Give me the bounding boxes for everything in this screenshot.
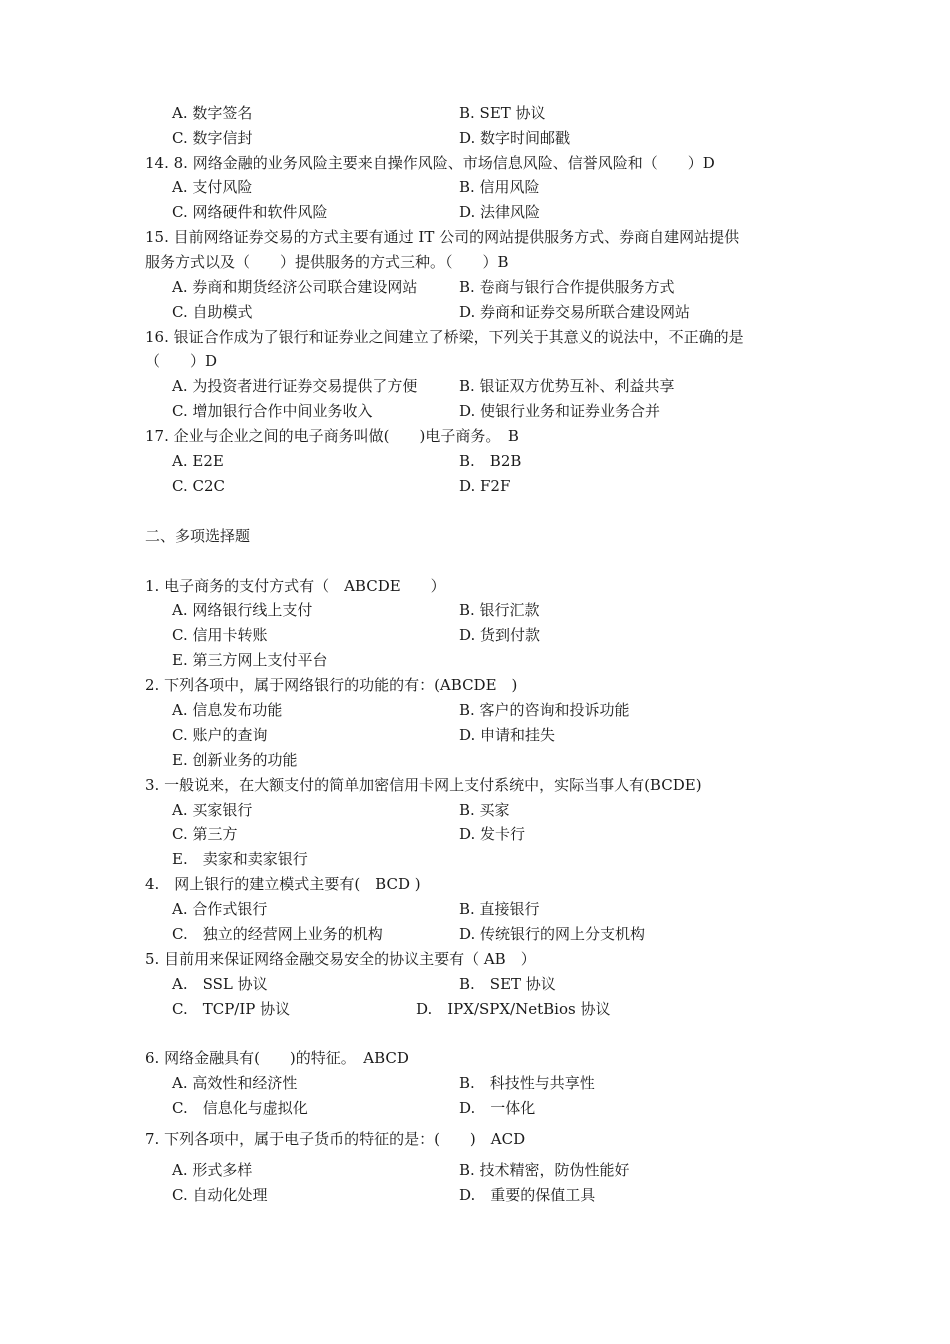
q15-option-a: A. 券商和期货经济公司联合建设网站 <box>172 278 418 296</box>
m3-option-b: B. 买家 <box>459 801 510 819</box>
m5-option-c: C. TCP/IP 协议 <box>172 1000 291 1018</box>
q15-option-d: D. 券商和证券交易所联合建设网站 <box>459 303 691 321</box>
m6-option-d: D. 一体化 <box>459 1099 536 1117</box>
m4-option-d: D. 传统银行的网上分支机构 <box>459 925 646 943</box>
m3-option-c: C. 第三方 <box>172 825 238 843</box>
m7-stem: 7. 下列各项中，属于电子货币的特征的是：( ) ACD <box>145 1130 526 1148</box>
q13-option-d: D. 数字时间邮戳 <box>459 129 571 147</box>
m7-option-a: A. 形式多样 <box>172 1161 253 1179</box>
m1-option-d: D. 货到付款 <box>459 626 541 644</box>
q13-option-c: C. 数字信封 <box>172 129 253 147</box>
m3-option-e: E. 卖家和卖家银行 <box>172 850 308 868</box>
q16-option-a: A. 为投资者进行证券交易提供了方便 <box>172 377 418 395</box>
m2-option-b: B. 客户的咨询和投诉功能 <box>459 701 630 719</box>
q17-option-d: D. F2F <box>459 477 511 495</box>
q14-option-a: A. 支付风险 <box>172 178 253 196</box>
m2-option-a: A. 信息发布功能 <box>172 701 283 719</box>
m2-option-c: C. 账户的查询 <box>172 726 268 744</box>
q15-option-b: B. 卷商与银行合作提供服务方式 <box>459 278 675 296</box>
m3-stem: 3. 一般说来，在大额支付的简单加密信用卡网上支付系统中，实际当事人有(BCDE) <box>145 776 702 794</box>
m5-option-b: B. SET 协议 <box>459 975 556 993</box>
m6-stem: 6. 网络金融具有( )的特征。 ABCD <box>145 1049 409 1067</box>
m3-option-d: D. 发卡行 <box>459 825 526 843</box>
m5-option-d: D. IPX/SPX/NetBios 协议 <box>416 1000 611 1018</box>
q14-option-d: D. 法律风险 <box>459 203 541 221</box>
q17-option-a: A. E2E <box>172 452 224 470</box>
m7-option-d: D. 重要的保值工具 <box>459 1186 596 1204</box>
m2-option-e: E. 创新业务的功能 <box>172 751 298 769</box>
q14-stem: 14. 8. 网络金融的业务风险主要来自操作风险、市场信息风险、信誉风险和（ ）D <box>145 154 715 172</box>
q15-stem-line2: 服务方式以及（ ）提供服务的方式三种。（ ）B <box>145 253 509 271</box>
m1-option-b: B. 银行汇款 <box>459 601 540 619</box>
m5-stem: 5. 目前用来保证网络金融交易安全的协议主要有（ AB ） <box>145 950 536 968</box>
m7-option-b: B. 技术精密，防伪性能好 <box>459 1161 630 1179</box>
q16-option-d: D. 使银行业务和证券业务合并 <box>459 402 661 420</box>
q16-stem-line1: 16. 银证合作成为了银行和证券业之间建立了桥梁，下列关于其意义的说法中，不正确的是 <box>145 328 744 346</box>
q17-stem: 17. 企业与企业之间的电子商务叫做( )电子商务。 B <box>145 427 519 445</box>
m1-stem: 1. 电子商务的支付方式有（ ABCDE ） <box>145 577 446 595</box>
m2-stem: 2. 下列各项中，属于网络银行的功能的有：(ABCDE ) <box>145 676 518 694</box>
m6-option-b: B. 科技性与共享性 <box>459 1074 595 1092</box>
q15-stem-line1: 15. 目前网络证券交易的方式主要有通过 IT 公司的网站提供服务方式、券商自建网站提供 <box>145 228 740 246</box>
section-heading-multiple-choice: 二、多项选择题 <box>145 527 251 545</box>
m1-option-e: E. 第三方网上支付平台 <box>172 651 328 669</box>
m5-option-a: A. SSL 协议 <box>172 975 268 993</box>
m6-option-c: C. 信息化与虚拟化 <box>172 1099 308 1117</box>
m2-option-d: D. 申请和挂失 <box>459 726 556 744</box>
q17-option-b: B. B2B <box>459 452 522 470</box>
q17-option-c: C. C2C <box>172 477 225 495</box>
q14-option-c: C. 网络硬件和软件风险 <box>172 203 328 221</box>
q13-option-a: A. 数字签名 <box>172 104 253 122</box>
q14-option-b: B. 信用风险 <box>459 178 540 196</box>
m1-option-c: C. 信用卡转账 <box>172 626 268 644</box>
q16-stem-line2: （ ）D <box>145 352 218 370</box>
q16-option-c: C. 增加银行合作中间业务收入 <box>172 402 373 420</box>
m4-option-b: B. 直接银行 <box>459 900 540 918</box>
m3-option-a: A. 买家银行 <box>172 801 253 819</box>
m1-option-a: A. 网络银行线上支付 <box>172 601 313 619</box>
q13-option-b: B. SET 协议 <box>459 104 546 122</box>
m4-option-a: A. 合作式银行 <box>172 900 268 918</box>
m4-option-c: C. 独立的经营网上业务的机构 <box>172 925 383 943</box>
q16-option-b: B. 银证双方优势互补、利益共享 <box>459 377 675 395</box>
m7-option-c: C. 自动化处理 <box>172 1186 268 1204</box>
q15-option-c: C. 自助模式 <box>172 303 253 321</box>
m4-stem: 4. 网上银行的建立模式主要有( BCD ) <box>145 875 421 893</box>
m6-option-a: A. 高效性和经济性 <box>172 1074 298 1092</box>
